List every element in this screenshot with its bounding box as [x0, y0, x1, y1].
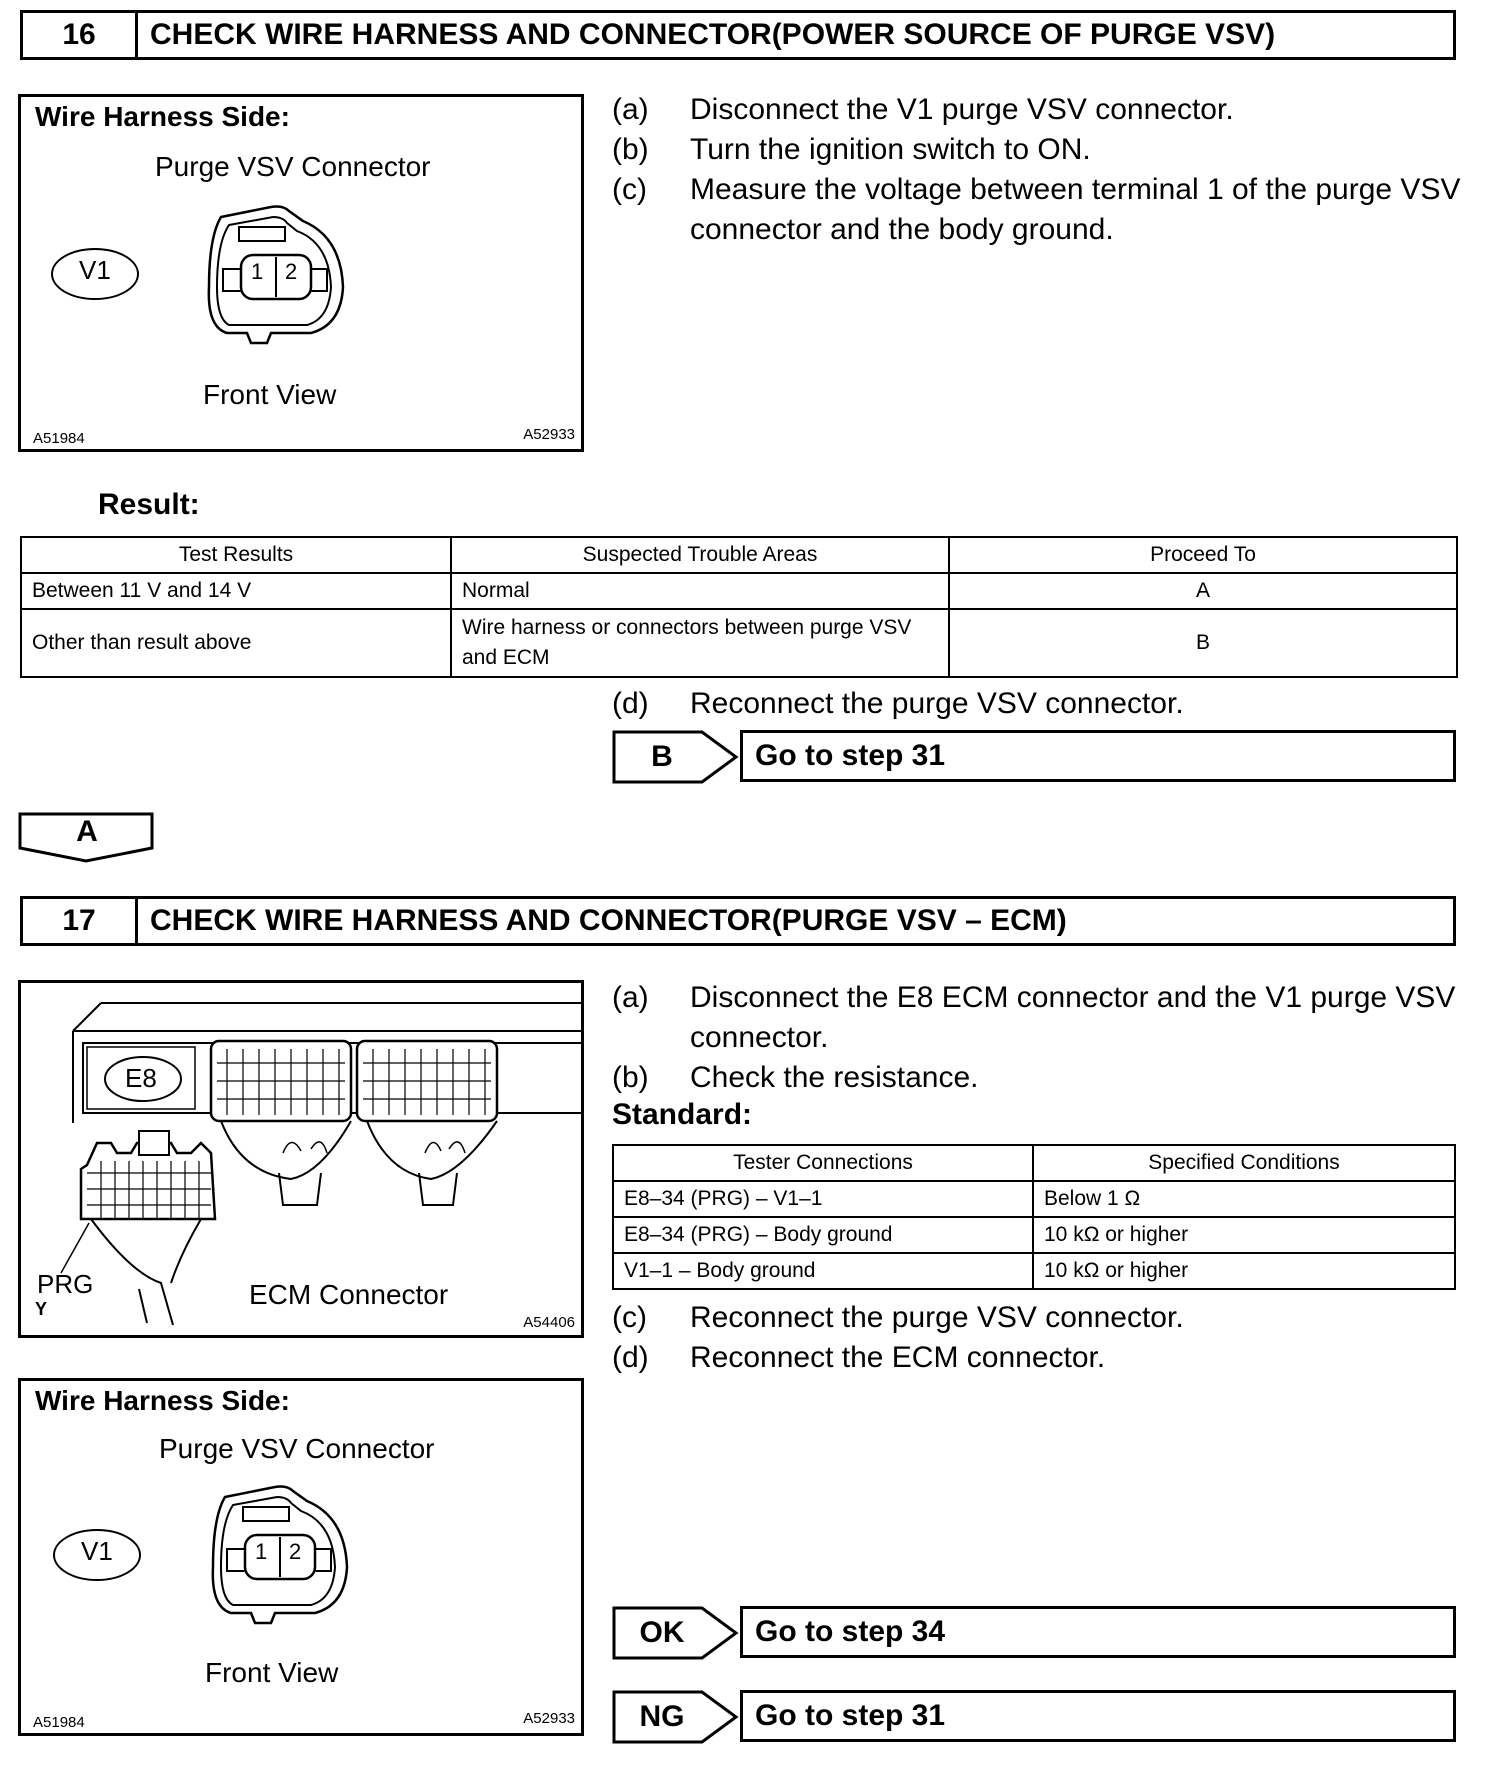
instruction-text: Disconnect the E8 ECM connector and the V1 purge VSV — [690, 981, 1456, 1014]
result-b-label: B — [651, 740, 673, 773]
result-label: Result: — [98, 488, 200, 521]
instruction-a — [612, 978, 1462, 1058]
table-cell: 10 kΩ or higher — [1033, 1253, 1455, 1289]
result-a-label: A — [76, 815, 98, 848]
table-cell: V1–1 – Body ground — [613, 1253, 1033, 1289]
cell-line: and ECM — [462, 646, 550, 669]
instruction-text: Check the resistance. — [690, 1061, 979, 1094]
instruction-letter: (b) — [612, 1061, 649, 1094]
ecm-connector-id: E8 — [125, 1063, 157, 1093]
terminal-label: PRG — [37, 1269, 94, 1299]
table-cell: E8–34 (PRG) – V1–1 — [613, 1181, 1033, 1217]
figure-code-left: A51984 — [33, 430, 85, 447]
connector-name: Purge VSV Connector — [155, 151, 431, 182]
figure-header: Wire Harness Side: — [35, 101, 290, 132]
instruction-letter: (a) — [612, 93, 649, 126]
instruction-text: Turn the ignition switch to ON. — [690, 133, 1091, 166]
table-cell: Below 1 Ω — [1033, 1181, 1455, 1217]
instruction-text: Reconnect the ECM connector. — [690, 1341, 1106, 1374]
table-header: Proceed To — [949, 537, 1457, 573]
result-ok-label: OK — [639, 1616, 685, 1649]
step-17-header — [20, 896, 1456, 946]
view-label: Front View — [205, 1657, 339, 1688]
table-cell: 10 kΩ or higher — [1033, 1217, 1455, 1253]
instruction-letter: (b) — [612, 133, 649, 166]
instruction-a — [612, 90, 1462, 130]
step-title: CHECK WIRE HARNESS AND CONNECTOR(POWER SOURCE OF PURGE VSV) — [150, 18, 1276, 51]
table-header: Test Results — [21, 537, 451, 573]
ecm-connector-figure — [18, 980, 584, 1338]
standard-label: Standard: — [612, 1098, 753, 1131]
figure-header: Wire Harness Side: — [35, 1385, 290, 1416]
table-cell: B — [949, 609, 1457, 677]
wire-harness-figure-2: Wire Harness Side: Purge VSV Connector V1 1 2 Front View A51984 A52933 — [18, 1378, 584, 1736]
view-label: Front View — [203, 379, 337, 410]
table-header: Specified Conditions — [1033, 1145, 1455, 1181]
instruction-c — [612, 170, 1462, 250]
pin-1: 1 — [255, 1539, 268, 1564]
instruction-letter: (d) — [612, 687, 649, 720]
instruction-d — [612, 684, 1462, 724]
table-cell: Other than result above — [21, 609, 451, 677]
goto-step-34-button[interactable]: Go to step 34 — [740, 1606, 1456, 1658]
figure-code-right: A52933 — [523, 426, 575, 443]
instruction-text: Reconnect the purge VSV connector. — [690, 687, 1184, 720]
goto-step-31-button-2[interactable]: Go to step 31 — [740, 1690, 1456, 1742]
result-ng-label: NG — [639, 1700, 685, 1733]
cell-line: Wire harness or connectors between purge VSV — [462, 616, 912, 639]
step-16-header — [20, 10, 1456, 60]
table-cell: Normal — [451, 573, 949, 609]
table-header: Suspected Trouble Areas — [451, 537, 949, 573]
instruction-text: Disconnect the V1 purge VSV connector. — [690, 93, 1234, 126]
result-table — [20, 536, 1458, 678]
instruction-text: Measure the voltage between terminal 1 of the purge VSV — [690, 173, 1461, 206]
table-header: Tester Connections — [613, 1145, 1033, 1181]
table-cell: Between 11 V and 14 V — [21, 573, 451, 609]
figure-code: A54406 — [523, 1314, 575, 1331]
pin-2: 2 — [289, 1539, 302, 1564]
instruction-letter: (d) — [612, 1341, 649, 1374]
step-title: CHECK WIRE HARNESS AND CONNECTOR(PURGE VSV – ECM) — [150, 904, 1067, 937]
instruction-letter: (c) — [612, 1301, 647, 1334]
instruction-c — [612, 1298, 1462, 1338]
step-number: 16 — [23, 13, 138, 57]
pin-1: 1 — [251, 259, 264, 284]
goto-step-31-button[interactable]: Go to step 31 — [740, 730, 1456, 782]
connector-name: Purge VSV Connector — [159, 1433, 435, 1464]
table-cell: A — [949, 573, 1457, 609]
table-cell: E8–34 (PRG) – Body ground — [613, 1217, 1033, 1253]
wire-color-code: Y — [35, 1299, 48, 1319]
instruction-b — [612, 130, 1462, 170]
standard-table — [612, 1144, 1456, 1290]
instruction-d — [612, 1338, 1462, 1378]
instruction-text-cont: connector. — [690, 1021, 829, 1054]
instruction-text-cont: connector and the body ground. — [690, 213, 1114, 246]
table-cell — [451, 609, 949, 677]
instruction-letter: (a) — [612, 981, 649, 1014]
figure-code-left: A51984 — [33, 1714, 85, 1731]
step-number: 17 — [23, 899, 138, 943]
ecm-caption: ECM Connector — [249, 1279, 449, 1310]
figure-code-right: A52933 — [523, 1710, 575, 1727]
wire-harness-figure: Wire Harness Side: Purge VSV Connector V1 1 2 Front View A51984 A52933 — [18, 94, 584, 452]
instruction-letter: (c) — [612, 173, 647, 206]
instruction-b — [612, 1058, 1462, 1098]
instruction-text: Reconnect the purge VSV connector. — [690, 1301, 1184, 1334]
pin-2: 2 — [285, 259, 298, 284]
